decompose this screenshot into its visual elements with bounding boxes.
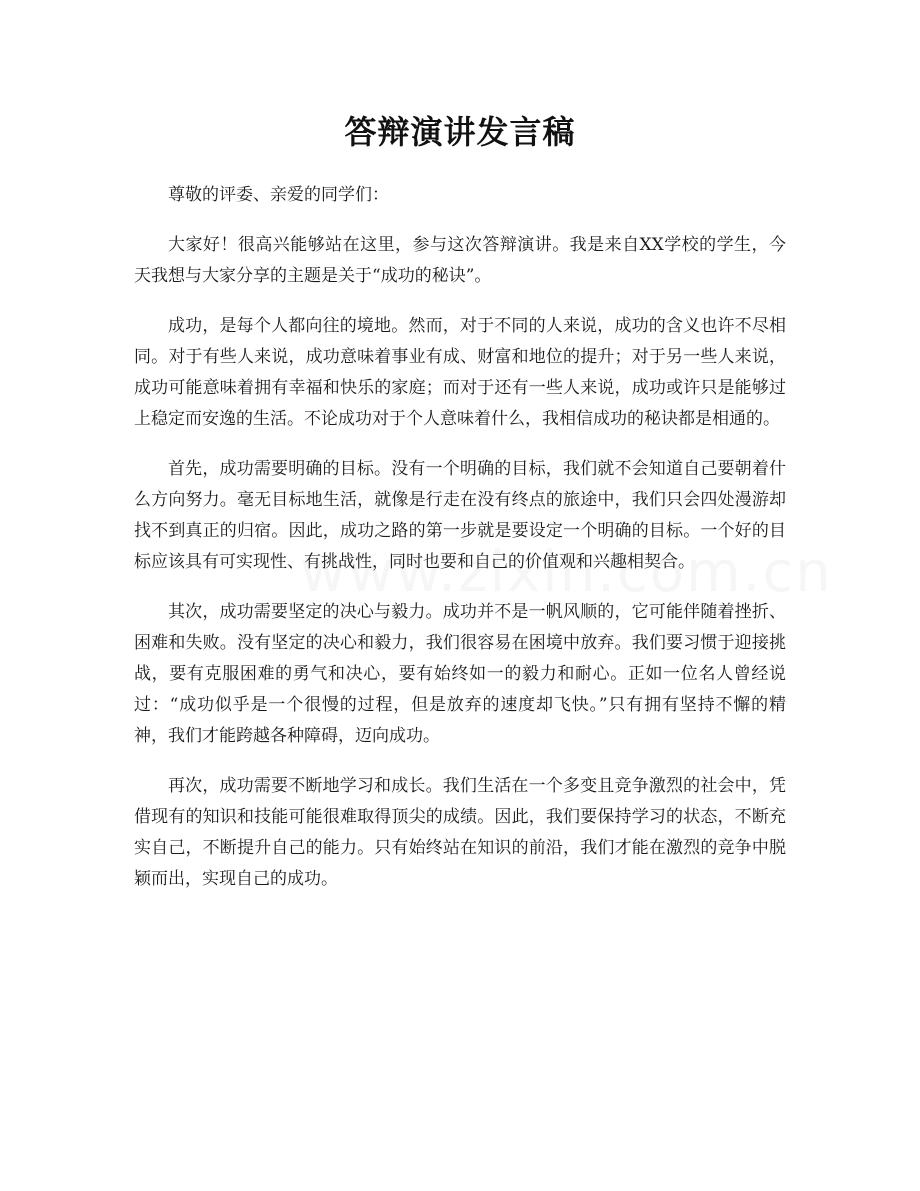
document-body [134, 180, 786, 914]
salutation-paragraph: 尊敬的评委、亲爱的同学们： [168, 185, 389, 205]
document-title: 答辩演讲发言稿 [344, 113, 576, 151]
body-paragraph: 成功，是每个人都向往的境地。然而，对于不同的人来说，成功的含义也许不尽相同。对于有些人来说，成功意味着事业有成、财富和地位的提升；对于另一些人来说，成功可能意味着拥有幸福和快乐的家庭；而对于还有一些人来说，成功或许只是能够过上稳定而安逸的生活。不论成功对于个人意味着什么，我相信成功的秘诀都是相通的。 [134, 316, 786, 429]
body-paragraph: 再次，成功需要不断地学习和成长。我们生活在一个多变且竞争激烈的社会中，凭借现有的知识和技能可能很难取得顶尖的成绩。因此，我们要保持学习的状态，不断充实自己，不断提升自己的能力。只有始终站在知识的前沿，我们才能在激烈的竞争中脱颖而出，实现自己的成功。 [134, 776, 786, 889]
body-paragraph: 首先，成功需要明确的目标。没有一个明确的目标，我们就不会知道自己要朝着什么方向努力。毫无目标地生活，就像是行走在没有终点的旅途中，我们只会四处漫游却找不到真正的归宿。因此，成功之路的第一步就是要设定一个明确的目标。一个好的目标应该具有可实现性、有挑战性，同时也要和自己的价值观和兴趣相契合。 [134, 459, 786, 572]
intro-paragraph: 大家好！很高兴能够站在这里，参与这次答辩演讲。我是来自XX学校的学生，今天我想与大家分享的主题是关于“成功的秘诀”。 [134, 235, 786, 286]
body-paragraph: 其次，成功需要坚定的决心与毅力。成功并不是一帆风顺的，它可能伴随着挫折、困难和失败。没有坚定的决心和毅力，我们很容易在困境中放弃。我们要习惯于迎接挑战，要有克服困难的勇气和决心，要有始终如一的毅力和耐心。正如一位名人曾经说过：“成功似乎是一个很慢的过程，但是放弃的速度却飞快。”只有拥有坚持不懈的精神，我们才能跨越各种障碍，迈向成功。 [134, 602, 786, 746]
